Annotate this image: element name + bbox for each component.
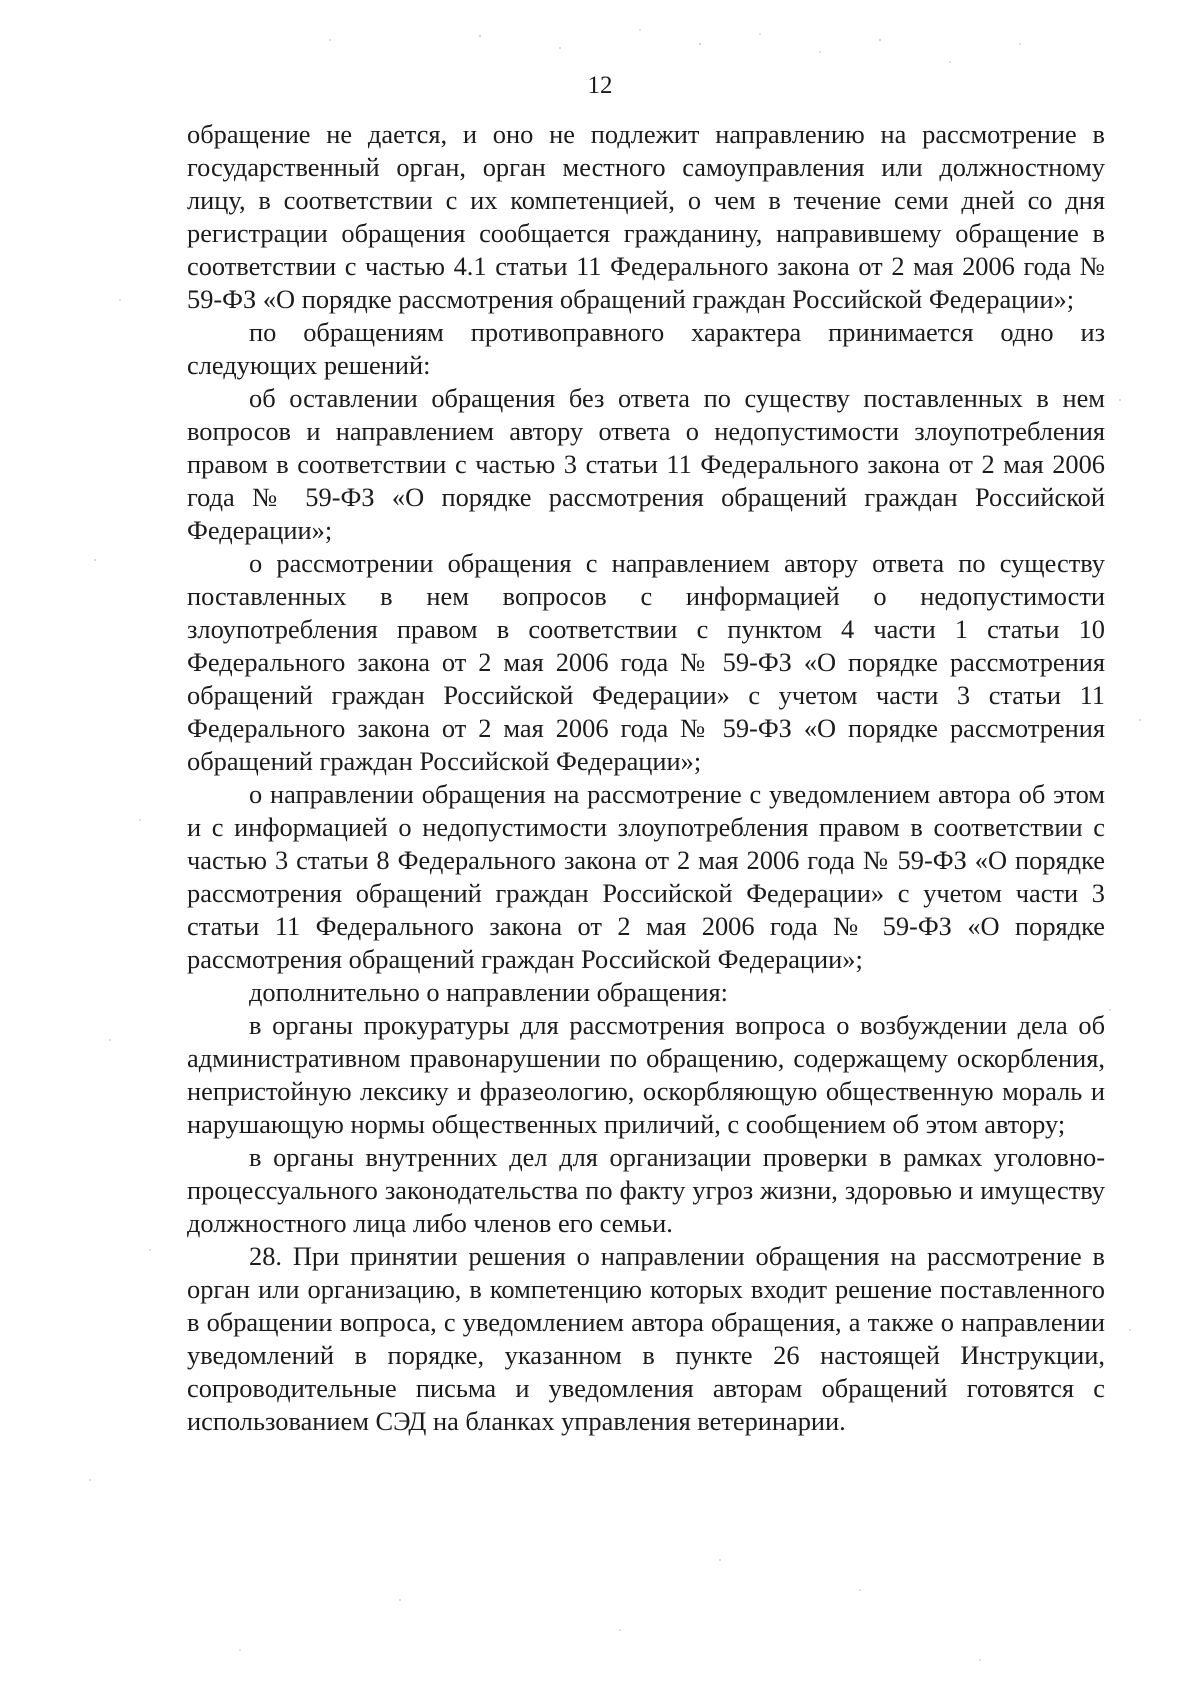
paragraph-3: об оставлении обращения без ответа по существу поставленных в нем вопросов и направлением автору ответа о недопустимости злоупотребления правом в соответствии с частью 3 статьи 11 Федерального закона от 2 мая 2006 года № 59-ФЗ «О порядке рассмотрения обращений граждан Российской Федерации»; — [187, 383, 1105, 545]
paragraph-2: по обращениям противоправного характера принимается одно из следующих решений: — [187, 317, 1105, 380]
page-number: 12 — [587, 72, 613, 99]
paragraph-5: о направлении обращения на рассмотрение с уведомлением автора об этом и с информацией о недопустимости злоупотребления правом в соответствии с частью 3 статьи 8 Федерального закона от 2 мая 2006 года № 59-ФЗ «О порядке рассмотрения обращений граждан Российской Федерации» с учетом части 3 статьи 11 Федерального закона от 2 мая 2006 года № 59-ФЗ «О порядке рассмотрения обращений граждан Российской Федерации»; — [187, 779, 1105, 974]
paragraph-7: в органы прокуратуры для рассмотрения вопроса о возбуждении дела об административном правонарушении по обращению, содержащему оскорбления, непристойную лексику и фразеологию, оскорбляющую общественную мораль и нарушающую нормы общественных приличий, с сообщением об этом автору; — [187, 1010, 1105, 1139]
paragraph-6: дополнительно о направлении обращения: — [249, 977, 728, 1007]
paragraph-8: в органы внутренних дел для организации проверки в рамках уголовно-процессуального законодательства по факту угроз жизни, здоровью и имуществу должностного лица либо членов его семьи. — [187, 1142, 1105, 1238]
paragraph-1: обращение не дается, и оно не подлежит направлению на рассмотрение в государственный орган, орган местного самоуправления или должностному лицу, в соответствии с их компетенцией, о чем в течение семи дней со дня регистрации обращения сообщается гражданину, направившему обращение в соответствии с частью 4.1 статьи 11 Федерального закона от 2 мая 2006 года № 59-ФЗ «О порядке рассмотрения обращений граждан Российской Федерации»; — [187, 119, 1105, 314]
paragraph-4: о рассмотрении обращения с направлением автору ответа по существу поставленных в нем вопросов с информацией о недопустимости злоупотребления правом в соответствии с пунктом 4 части 1 статьи 10 Федерального закона от 2 мая 2006 года № 59-ФЗ «О порядке рассмотрения обращений граждан Российской Федерации» с учетом части 3 статьи 11 Федерального закона от 2 мая 2006 года № 59-ФЗ «О порядке рассмотрения обращений граждан Российской Федерации»; — [187, 548, 1105, 776]
paragraph-9: 28. При принятии решения о направлении обращения на рассмотрение в орган или организацию, в компетенцию которых входит решение поставленного в обращении вопроса, с уведомлением автора обращения, а также о направлении уведомлений в порядке, указанном в пункте 26 настоящей Инструкции, сопроводительные письма и уведомления авторам обращений готовятся с использованием СЭД на бланках управления ветеринарии. — [187, 1241, 1105, 1436]
document-body — [187, 118, 1105, 1438]
